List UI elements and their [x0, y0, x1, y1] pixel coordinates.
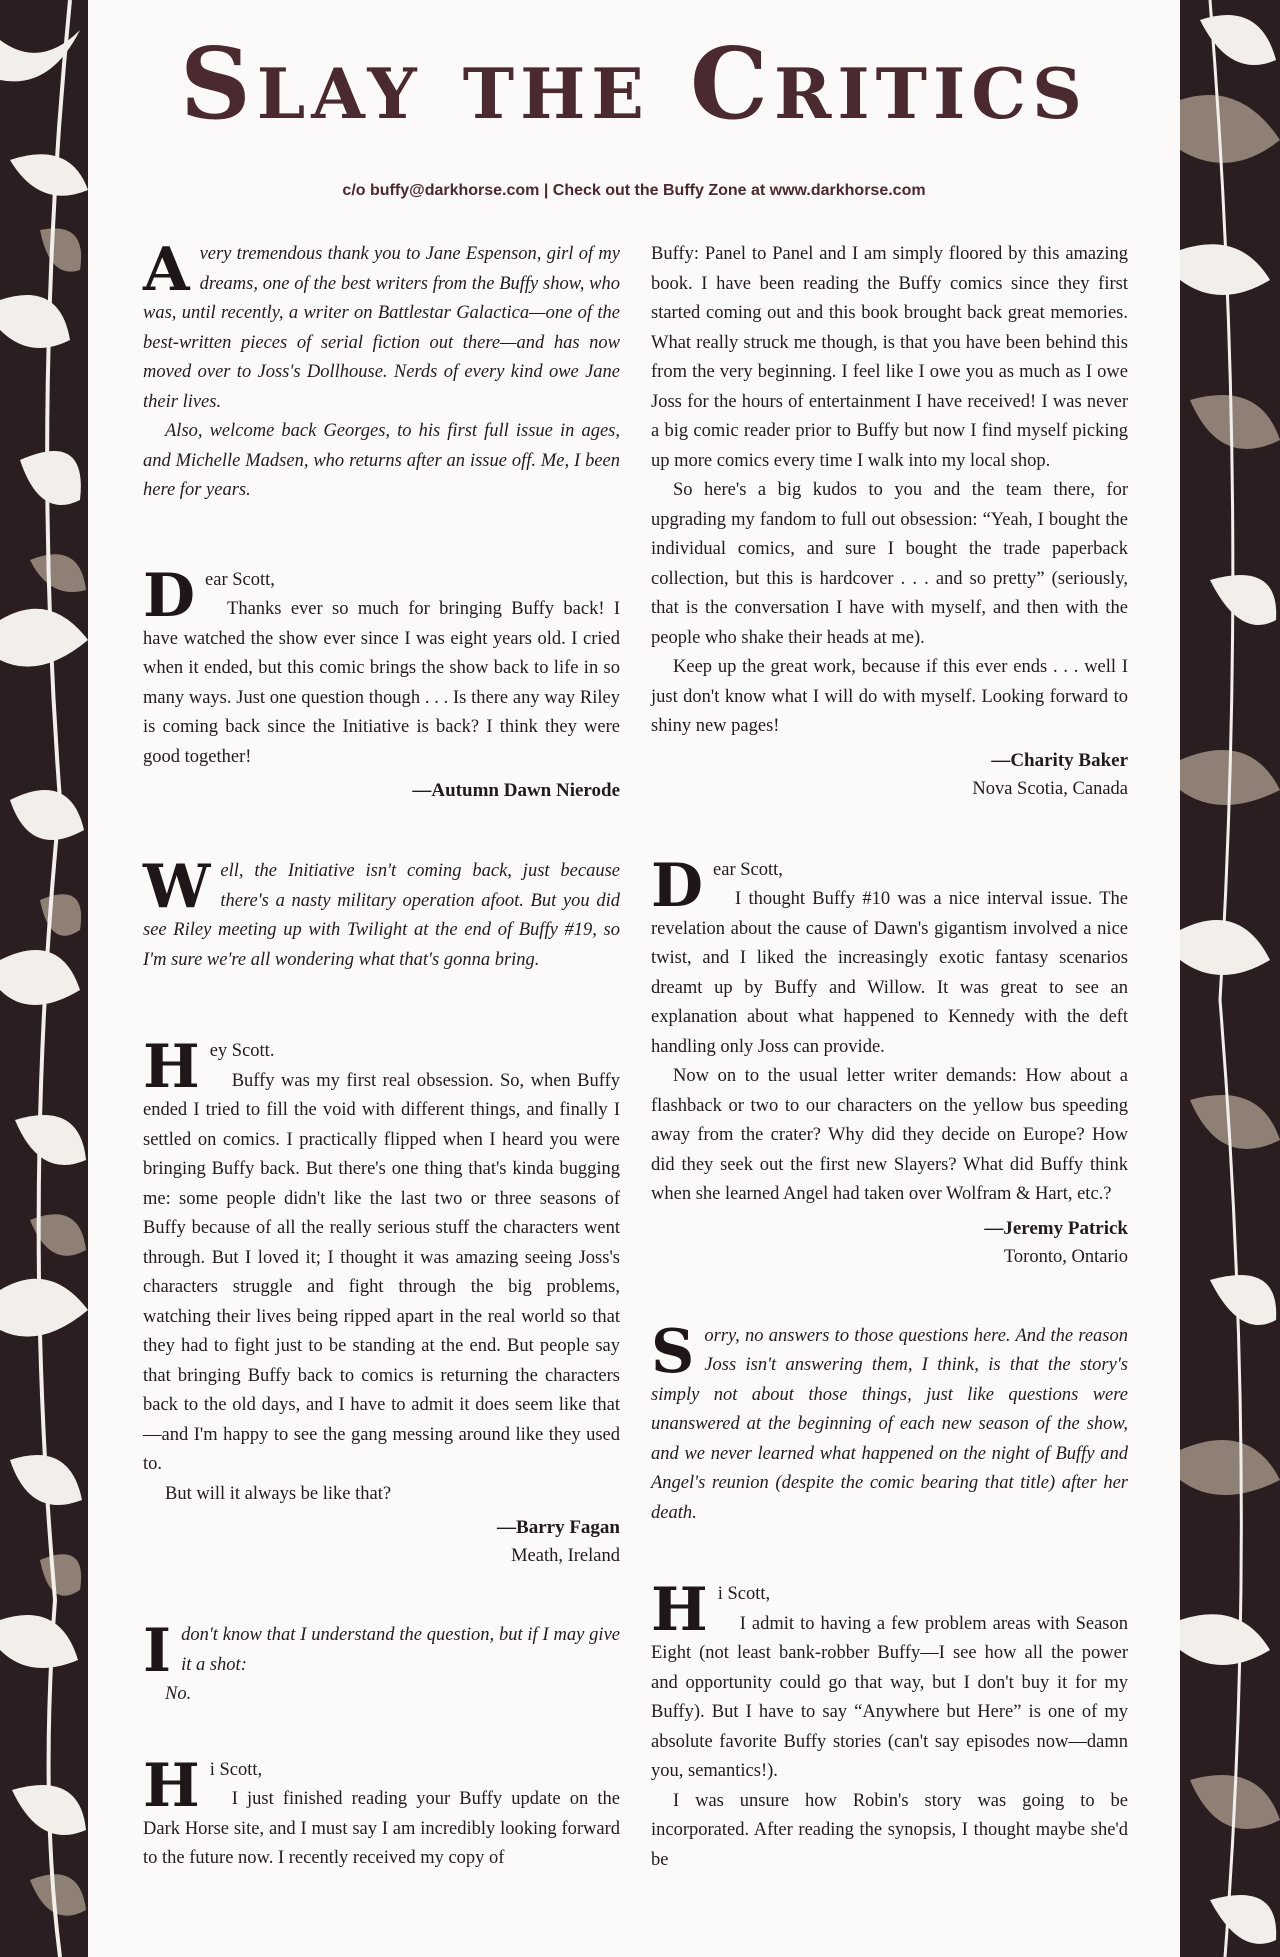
paragraph: I admit to having a few problem areas with Season Eight (not least bank-robber Buffy—I see how all the power and opportunity could go that way, but I don't buy it for my Buffy). But I have to say “Anywhere but Here” is one of my absolute favorite Buffy stories (can't say episodes now—damn you, semantics!).: [651, 1613, 1128, 1781]
letter-signature: —Charity Baker: [991, 749, 1128, 771]
letter-location: Nova Scotia, Canada: [972, 778, 1128, 799]
paragraph: So here's a big kudos to you and the team there, for upgrading my fandom to full out obsession: “Yeah, I bought the individual comics, and sure I bought the trade paperback collection, but this is hardcover . . . and so pretty” (seriously, that is the conversation I have with myself, and then with the people who shake their heads at me).: [651, 480, 1128, 648]
page-title: Slay the Critics: [180, 27, 1088, 142]
foliage-pattern-left: [0, 0, 88, 1957]
editor-reply: [143, 852, 620, 975]
foliage-pattern-right: [1180, 0, 1280, 1957]
salutation: i Scott,: [717, 1584, 771, 1604]
reader-letter-continued: [651, 240, 1128, 804]
paragraph: Also, welcome back Georges, to his first full issue in ages, and Michelle Madsen, who returns after an issue off. Me, I been here for years.: [143, 421, 620, 500]
paragraph: don't know that I understand the question, but if I may give it a shot:: [181, 1625, 620, 1675]
drop-cap: H: [143, 1032, 200, 1102]
salutation: ear Scott,: [205, 569, 275, 590]
salutation: i Scott,: [209, 1759, 263, 1780]
paragraph: ell, the Initiative isn't coming back, just because there's a nasty military operation afoot. But you did see Riley meeting up with Twilight at the end of Buffy #19, so I'm sure we're all wondering what that's gonna bring.: [143, 861, 620, 970]
left-foliage-border: [0, 0, 88, 1957]
paragraph: I just finished reading your Buffy update on the Dark Horse site, and I must say I am incredibly looking forward to the future now. I recently received my copy of: [143, 1789, 620, 1868]
editor-reply: [651, 1316, 1128, 1529]
editor-reply: [143, 1616, 620, 1710]
drop-cap: A: [143, 235, 190, 305]
reader-letter: [143, 560, 620, 806]
drop-cap: W: [143, 852, 211, 922]
drop-cap: S: [651, 1316, 695, 1387]
paragraph: Buffy was my first real obsession. So, when Buffy ended I tried to fill the void with different things, and finally I settled on comics. I practically flipped when I heard you were bringing Buffy back. But there's one thing that's kinda bugging me: some people didn't like the last two or three seasons of Buffy because of all the really serious stuff the characters went through. But I loved it; I thought it was amazing seeing Joss's characters struggle and fight through the big problems, watching their lives being ripped apart in the real world so that they had to fight just to be standing at the end. But people say that bringing Buffy back to comics is returning the characters back to the old days, and I have to admit it does seem like that—and I'm happy to see the gang messing around like they used to.: [143, 1070, 620, 1474]
right-column: [651, 240, 1128, 1875]
letter-location: Toronto, Ontario: [1003, 1246, 1128, 1267]
editor-reply: [143, 235, 620, 506]
drop-cap: D: [143, 560, 196, 631]
paragraph: very tremendous thank you to Jane Espenson, girl of my dreams, one of the best writers from the Buffy show, who was, until recently, a writer on Battlestar Galactica—one of the best-written pieces of serial fiction out there—and has now moved over to Joss's Dollhouse. Nerds of every kind owe Jane their lives.: [143, 244, 620, 412]
letter-signature: —Barry Fagan: [497, 1517, 620, 1538]
paragraph: Keep up the great work, because if this ever ends . . . well I just don't know what I will do with myself. Looking forward to shiny new pages!: [651, 657, 1128, 736]
letter-signature: —Autumn Dawn Nierode: [412, 780, 620, 801]
paragraph: I thought Buffy #10 was a nice interval issue. The revelation about the cause of Dawn's gigantism involved a nice twist, and I liked the increasingly exotic fantasy scenarios dreamt up by Buffy and Willow. It was great to see an explanation about what happened to Kennedy with the deft handling only Joss can provide.: [651, 889, 1128, 1057]
salutation: ear Scott,: [713, 859, 783, 880]
paragraph: I was unsure how Robin's story was going to be incorporated. After reading the synopsis, I thought maybe she'd be: [651, 1790, 1128, 1870]
left-column: [143, 235, 620, 1874]
paragraph: But will it always be like that?: [165, 1483, 392, 1504]
reader-letter: [143, 1032, 620, 1571]
letters-page: [88, 0, 1180, 1957]
drop-cap: D: [651, 850, 704, 921]
drop-cap: H: [143, 1750, 200, 1821]
reader-letter: [143, 1750, 620, 1874]
page-subtitle: c/o buffy@darkhorse.com | Check out the Buffy Zone at www.darkhorse.com: [342, 182, 926, 199]
paragraph: Buffy: Panel to Panel and I am simply floored by this amazing book. I have been reading the Buffy comics since they first started coming out and this book brought back great memories. What really struck me though, is that you have been behind this from the very beginning. I feel like I owe you as much as I owe Joss for the hours of entertainment I have received! I was never a big comic reader prior to Buffy but now I find myself picking up more comics every time I walk into my local shop.: [651, 244, 1128, 471]
paragraph: orry, no answers to those questions here. And the reason Joss isn't answering them, I think, is that the story's simply not about those things, just like questions were unanswered at the beginning of each new season of the show, and we never learned what happened on the night of Buffy and Angel's reunion (despite the comic bearing that title) after her death.: [651, 1325, 1128, 1523]
reader-letter: [651, 1575, 1128, 1875]
paragraph: No.: [165, 1684, 192, 1704]
letter-location: Meath, Ireland: [511, 1546, 620, 1566]
paragraph: Now on to the usual letter writer demands: How about a flashback or two to our characters on the yellow bus speeding away from the crater? Why did they decide on Europe? How did they seek out the first new Slayers? What did Buffy think when she learned Angel had taken over Wolfram & Hart, etc.?: [651, 1066, 1128, 1204]
paragraph: Thanks ever so much for bringing Buffy back! I have watched the show ever since I was eight years old. I cried when it ended, but this comic brings the show back to life in so many ways. Just one question though . . . Is there any way Riley is coming back since the Initiative is back? I think they were good together!: [143, 599, 620, 767]
drop-cap: H: [651, 1575, 708, 1645]
letter-signature: —Jeremy Patrick: [984, 1217, 1128, 1239]
right-foliage-border: [1180, 0, 1280, 1957]
reader-letter: [651, 850, 1128, 1272]
salutation: ey Scott.: [209, 1041, 275, 1061]
drop-cap: I: [143, 1616, 172, 1686]
